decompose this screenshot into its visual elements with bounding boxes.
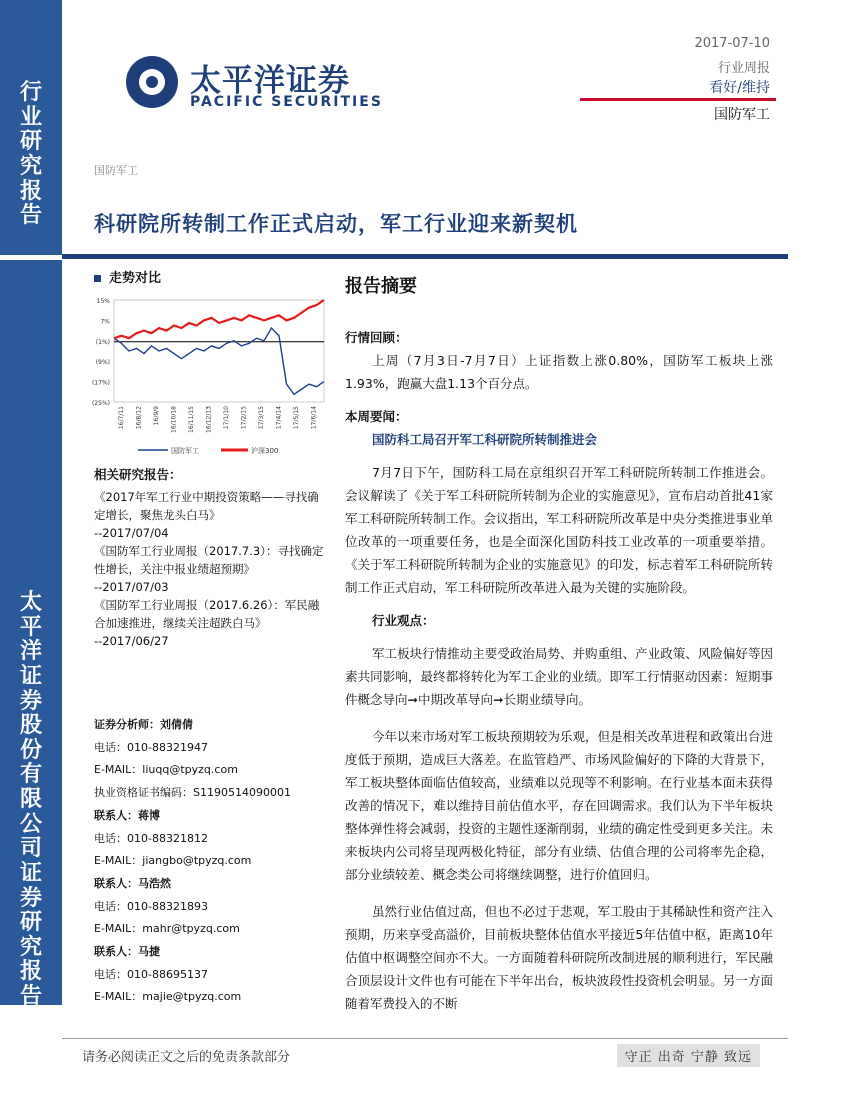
industry-view-label: 行业观点：: [372, 613, 435, 628]
related-item[interactable]: 《国防军工行业周报（2017.6.26）：军民融合加速推进，继续关注超跌白马》: [94, 598, 320, 630]
trend-heading-text: 走势对比: [109, 271, 162, 286]
sidebar-report-label: [0, 80, 62, 228]
contact-row: [94, 805, 326, 828]
y-tick-label: (25%): [91, 400, 110, 407]
sidebar-char: 证: [19, 859, 42, 886]
sidebar-company-label: [0, 590, 62, 1009]
contact-email[interactable]: E-MAIL：jiangbo@tpyzq.com: [94, 854, 252, 868]
sidebar-char: 证: [19, 662, 42, 689]
weekly-news-label: 本周要闻：: [345, 409, 408, 424]
sidebar-char: 业: [19, 103, 42, 130]
spacer: [345, 711, 773, 725]
trend-heading: [94, 267, 161, 286]
legend-label-hs300: 沪深300: [251, 447, 279, 455]
spacer: [345, 632, 773, 642]
contact-phone: 电话：010-88321893: [94, 899, 208, 913]
sidebar-char: 研: [19, 909, 42, 936]
sidebar-top-band: [0, 0, 62, 255]
contact-email[interactable]: E-MAIL：majie@tpyzq.com: [94, 990, 242, 1004]
industry-view-p2: 今年以来市场对军工板块预期较为乐观，但是相关改革进程和政策出台进度低于预期，造成巨大落差。在监管趋严、市场风险偏好的下降的大背景下，军工板块整体面临估值较高，业绩难以兑现等不利影响。在行业基本面未获得改善的情况下，难以维持目前估值水平，存在回调需求。我们认为下半年板块整体弹性将会减弱，投资的主题性逐渐削弱，业绩的确定性受到更多关注。未来板块内公司将呈现两极化特征，部分有业绩、估值合理的公司将率先企稳，部分业绩较差、概念类公司将继续调整，进行价值回归。: [345, 729, 773, 882]
analyst-phone: 电话：010-88321947: [94, 740, 208, 754]
related-item[interactable]: 《2017年军工行业中期投资策略——寻找确定增长，聚焦龙头白马》: [94, 490, 319, 522]
series-line-defense: [114, 328, 324, 394]
chart-plot-area: [114, 300, 324, 402]
sidebar-char: 洋: [19, 638, 42, 665]
spacer: [345, 395, 773, 405]
related-item-date: --2017/07/04: [94, 526, 169, 540]
contact-label: 联系人：: [94, 876, 138, 890]
x-tick-label: 16/7/11: [117, 406, 125, 430]
sidebar-char: 有: [19, 761, 42, 788]
x-tick-label: 16/9/9: [152, 406, 160, 426]
summary-heading: 报告摘要: [345, 276, 417, 297]
x-tick-label: 16/11/15: [187, 406, 195, 433]
analyst-label: 证券分析师：: [94, 718, 160, 731]
analyst-email[interactable]: E-MAIL：liuqq@tpyzq.com: [94, 763, 238, 777]
related-item-date: --2017/07/03: [94, 580, 169, 594]
sidebar-char: 报: [19, 177, 42, 204]
x-tick-label: 17/4/14: [275, 406, 283, 430]
related-item-date: --2017/06/27: [94, 634, 169, 648]
sidebar-char: 份: [19, 736, 42, 763]
sector-tag: 国防军工: [94, 164, 138, 177]
contact-label: 联系人：: [94, 808, 138, 822]
brand-name-cn: 太平洋证券: [190, 63, 350, 99]
report-type: 行业周报: [717, 61, 770, 76]
summary-body: [345, 326, 773, 1015]
industry-view-p3: 虽然行业估值过高，但也不必过于悲观，军工股由于其稀缺性和资产注入预期，历来享受高溢价，目前板块整体估值水平接近5年估值中枢，距离10年估值中枢调整空间亦不大。一方面随着科研院所改制进展的顺利进行，军民融合顶层设计文件也有可能在下半年出台，板块波段性投资机会明显。另一方面随着军费投入的不断: [345, 904, 773, 1011]
header-sector: 国防军工: [714, 107, 770, 123]
title-rule: [62, 254, 788, 259]
contact-row: [94, 873, 326, 896]
trend-chart: [86, 290, 336, 458]
analyst-row: [94, 714, 326, 737]
sidebar-char: 平: [19, 613, 42, 640]
contact-phone: 电话：010-88695137: [94, 967, 208, 981]
contact-phone: 电话：010-88321812: [94, 831, 208, 845]
related-reports: [94, 466, 326, 650]
y-tick-label: 7%: [100, 318, 110, 326]
analyst-cert: 执业资格证书编码：S1190514090001: [94, 786, 291, 800]
weekly-news-subtitle: 国防科工局召开军工科研院所转制推进会: [372, 432, 598, 447]
square-bullet-icon: [94, 275, 101, 282]
spacer: [345, 451, 773, 461]
sidebar-char: 究: [19, 933, 42, 960]
x-tick-label: 17/1/10: [222, 406, 230, 430]
sidebar-char: 究: [19, 152, 42, 179]
sidebar-bottom-band: [0, 260, 62, 1009]
contact-row: [94, 941, 326, 964]
sidebar-char: 太: [19, 589, 42, 615]
legend-label-defense: 国防军工: [171, 447, 199, 455]
sidebar-char: 公: [19, 810, 42, 837]
footer-disclaimer[interactable]: 请务必阅读正文之后的免责条款部分: [82, 1050, 291, 1065]
x-tick-label: 16/8/12: [135, 406, 143, 430]
rating: 看好/维持: [709, 80, 770, 96]
contact-email[interactable]: E-MAIL：mahr@tpyzq.com: [94, 922, 240, 936]
sidebar-char: 司: [19, 835, 42, 862]
page-title: 科研院所转制工作正式启动，军工行业迎来新契机: [94, 211, 578, 236]
sidebar-char: 股: [19, 712, 42, 739]
header-divider: [580, 98, 776, 101]
y-tick-label: (1%): [95, 338, 110, 346]
series-line-hs300: [114, 300, 324, 338]
x-tick-label: 16/12/13: [205, 406, 213, 433]
sidebar-char: 限: [19, 786, 42, 812]
sidebar-char: 券: [19, 884, 42, 911]
related-item[interactable]: 《国防军工行业周报（2017.7.3）：寻找确定性增长，关注中报业绩超预期》: [94, 544, 324, 576]
spacer: [345, 599, 773, 609]
related-heading: 相关研究报告：: [94, 467, 182, 482]
industry-view-p1: 军工板块行情推动主要受政治局势、并购重组、产业政策、风险偏好等因素共同影响，最终都将转化为军工企业的业绩。即军工行情驱动因素：短期事件概念导向➞中期改革导向➞长期业绩导向。: [345, 646, 773, 707]
sidebar-char: 行: [19, 79, 42, 105]
brand-name-en: PACIFIC SECURITIES: [190, 94, 383, 110]
contact-name: 马捷: [138, 945, 160, 959]
sidebar-char: 报: [19, 958, 42, 985]
sidebar-char: 告: [19, 202, 42, 229]
x-tick-label: 17/6/14: [310, 406, 318, 430]
spacer: [345, 886, 773, 900]
x-tick-label: 17/2/15: [240, 406, 248, 430]
contact-label: 联系人：: [94, 945, 138, 959]
x-tick-label: 17/5/15: [292, 406, 300, 430]
weekly-news-text: 7月7日下午，国防科工局在京组织召开军工科研院所转制工作推进会。会议解读了《关于军工科研院所转制为企业的实施意见》，宣布启动首批41家军工科研院所转制工作。会议指出，军工科研院所改革是中央分类推进事业单位改革的一项重要任务，也是全面深化国防科技工业改革的一项重要举措。《关于军工科研院所转制为企业的实施意见》的印发，标志着军工科研院所转制工作正式启动，军工科研院所改革进入最为关键的实施阶段。: [345, 465, 773, 595]
pacific-securities-logo-icon: [88, 18, 188, 138]
contact-name: 蒋博: [138, 808, 160, 822]
report-date: 2017-07-10: [694, 36, 770, 51]
x-tick-label: 17/3/15: [257, 406, 265, 430]
footer-motto: 守正 出奇 宁静 致远: [617, 1044, 760, 1067]
y-tick-label: 15%: [96, 298, 110, 305]
x-tick-label: 16/10/18: [170, 406, 178, 433]
sidebar-char: 告: [19, 983, 42, 1009]
contacts: [94, 714, 326, 1009]
market-review-text: 上周（7月3日-7月7日）上证指数上涨0.80%，国防军工板块上涨1.93%，跑赢大盘1.13个百分点。: [345, 353, 773, 391]
analyst-name: 刘倩倩: [160, 718, 193, 731]
y-tick-label: (9%): [95, 359, 110, 367]
contact-name: 马浩然: [138, 876, 171, 890]
y-tick-label: (17%): [91, 379, 110, 387]
sidebar-char: 研: [19, 128, 42, 155]
market-review-label: 行情回顾：: [345, 330, 408, 345]
sidebar-char: 券: [19, 687, 42, 714]
footer-divider: [62, 1038, 788, 1039]
